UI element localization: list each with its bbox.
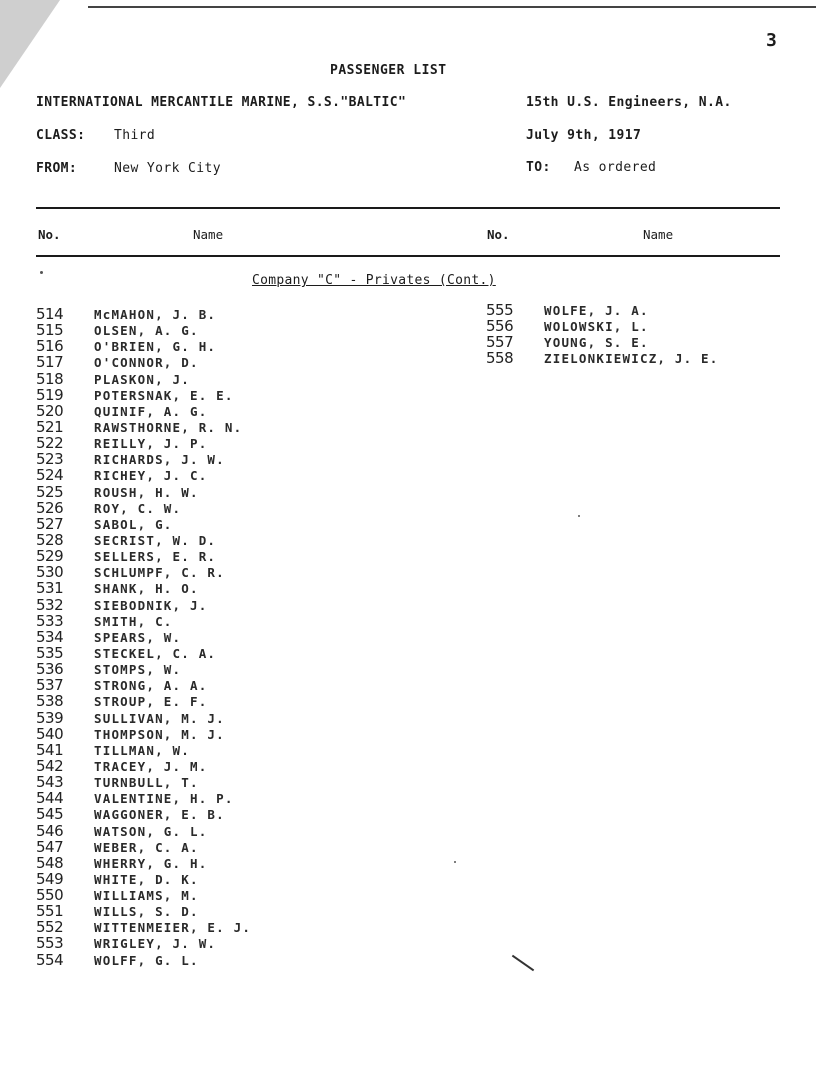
passenger-number: 553 bbox=[36, 934, 64, 953]
passenger-row bbox=[36, 597, 251, 613]
passenger-name: YOUNG, S. E. bbox=[544, 335, 649, 351]
class-label: CLASS: bbox=[36, 128, 86, 143]
passenger-row bbox=[36, 839, 251, 855]
passenger-row bbox=[36, 871, 251, 887]
passenger-row bbox=[36, 790, 251, 806]
passenger-row bbox=[36, 919, 251, 935]
passenger-row bbox=[36, 516, 251, 532]
passenger-name: WOLOWSKI, L. bbox=[544, 319, 649, 335]
passenger-row bbox=[36, 435, 251, 451]
top-edge-line bbox=[88, 6, 816, 8]
passenger-name: WHERRY, G. H. bbox=[94, 855, 208, 871]
passenger-row bbox=[36, 935, 251, 951]
passenger-number: 535 bbox=[36, 643, 64, 662]
from-value: New York City bbox=[114, 161, 221, 176]
passenger-name: STOMPS, W. bbox=[94, 662, 182, 678]
passenger-number: 516 bbox=[36, 337, 64, 356]
passenger-name: VALENTINE, H. P. bbox=[94, 791, 234, 807]
passenger-name: SABOL, G. bbox=[94, 516, 173, 532]
passenger-number: 532 bbox=[36, 595, 64, 614]
passenger-name: SIEBODNIK, J. bbox=[94, 597, 208, 613]
passenger-name: REILLY, J. P. bbox=[94, 436, 208, 452]
passenger-row bbox=[36, 354, 251, 370]
passenger-row bbox=[36, 371, 251, 387]
passenger-number: 527 bbox=[36, 514, 64, 533]
passenger-name: WHITE, D. K. bbox=[94, 871, 199, 887]
passenger-name: ROUSH, H. W. bbox=[94, 484, 199, 500]
passenger-number: 517 bbox=[36, 353, 64, 372]
paper-speck bbox=[40, 271, 43, 274]
passenger-number: 534 bbox=[36, 627, 64, 646]
passenger-name: RAWSTHORNE, R. N. bbox=[94, 419, 243, 435]
passenger-row bbox=[36, 887, 251, 903]
passenger-row bbox=[486, 302, 719, 318]
passenger-name: WOLFE, J. A. bbox=[544, 303, 649, 318]
passenger-row bbox=[36, 677, 251, 693]
passenger-number: 521 bbox=[36, 417, 64, 436]
passenger-number: 529 bbox=[36, 547, 64, 566]
passenger-number: 540 bbox=[36, 724, 64, 743]
passenger-row bbox=[36, 484, 251, 500]
column-header-name-left: Name bbox=[193, 227, 224, 242]
passenger-number: 556 bbox=[486, 317, 514, 336]
passenger-name: STECKEL, C. A. bbox=[94, 645, 217, 661]
pen-mark bbox=[512, 955, 534, 972]
passenger-number: 526 bbox=[36, 498, 64, 517]
passenger-name: WITTENMEIER, E. J. bbox=[94, 920, 252, 936]
passenger-row bbox=[36, 532, 251, 548]
passenger-number: 546 bbox=[36, 821, 64, 840]
passenger-name: SPEARS, W. bbox=[94, 629, 182, 645]
header-rule-top bbox=[36, 207, 780, 209]
passenger-row bbox=[36, 726, 251, 742]
passenger-row bbox=[36, 952, 251, 968]
passenger-name: O'BRIEN, G. H. bbox=[94, 339, 217, 355]
passenger-row bbox=[36, 500, 251, 516]
folded-corner bbox=[0, 0, 60, 88]
passenger-name: TILLMAN, W. bbox=[94, 742, 190, 758]
passenger-row bbox=[36, 322, 251, 338]
passenger-row bbox=[486, 318, 719, 334]
passenger-name: RICHARDS, J. W. bbox=[94, 452, 225, 468]
passenger-row bbox=[36, 403, 251, 419]
passenger-number: 555 bbox=[486, 301, 514, 319]
column-header-no-right: No. bbox=[487, 227, 510, 242]
page-title: PASSENGER LIST bbox=[330, 63, 447, 78]
passenger-name: SCHLUMPF, C. R. bbox=[94, 565, 225, 581]
passenger-name: WRIGLEY, J. W. bbox=[94, 936, 217, 952]
passenger-number: 544 bbox=[36, 789, 64, 808]
passenger-name: SECRIST, W. D. bbox=[94, 532, 217, 548]
passenger-number: 520 bbox=[36, 401, 64, 420]
passenger-row bbox=[36, 419, 251, 435]
class-value: Third bbox=[114, 128, 156, 143]
passenger-name: O'CONNOR, D. bbox=[94, 355, 199, 371]
passenger-number: 525 bbox=[36, 482, 64, 501]
passenger-name: WOLFF, G. L. bbox=[94, 952, 199, 968]
passenger-name: WAGGONER, E. B. bbox=[94, 807, 225, 823]
from-label: FROM: bbox=[36, 161, 78, 176]
passenger-name: SELLERS, E. R. bbox=[94, 549, 217, 565]
passenger-number: 548 bbox=[36, 853, 64, 872]
passenger-row bbox=[36, 774, 251, 790]
passenger-row bbox=[36, 710, 251, 726]
passenger-name: OLSEN, A. G. bbox=[94, 323, 199, 339]
passenger-row bbox=[36, 338, 251, 354]
passenger-name: POTERSNAK, E. E. bbox=[94, 387, 234, 403]
passenger-row bbox=[36, 806, 251, 822]
passenger-row bbox=[36, 580, 251, 596]
passenger-row bbox=[486, 334, 719, 350]
passenger-name: ROY, C. W. bbox=[94, 500, 182, 516]
passenger-name: SHANK, H. O. bbox=[94, 581, 199, 597]
passenger-row bbox=[36, 758, 251, 774]
passenger-number: 557 bbox=[486, 333, 514, 352]
passenger-row bbox=[36, 742, 251, 758]
passenger-number: 537 bbox=[36, 676, 64, 695]
section-title: Company "C" - Privates (Cont.) bbox=[252, 273, 496, 288]
voyage-date: July 9th, 1917 bbox=[526, 128, 642, 143]
passenger-number: 524 bbox=[36, 466, 64, 485]
passenger-number: 514 bbox=[36, 305, 64, 323]
unit-name: 15th U.S. Engineers, N.A. bbox=[526, 95, 732, 110]
passenger-number: 542 bbox=[36, 756, 64, 775]
passenger-row bbox=[36, 564, 251, 580]
passenger-number: 547 bbox=[36, 837, 64, 856]
passenger-name: TRACEY, J. M. bbox=[94, 758, 208, 774]
passenger-number: 519 bbox=[36, 385, 64, 404]
passenger-row bbox=[36, 548, 251, 564]
passenger-row bbox=[36, 629, 251, 645]
passenger-row bbox=[36, 645, 251, 661]
passenger-list-left bbox=[36, 306, 251, 968]
passenger-row bbox=[36, 855, 251, 871]
passenger-number: 549 bbox=[36, 869, 64, 888]
passenger-row bbox=[36, 903, 251, 919]
passenger-name: STROUP, E. F. bbox=[94, 694, 208, 710]
passenger-name: RICHEY, J. C. bbox=[94, 468, 208, 484]
passenger-row bbox=[36, 451, 251, 467]
to-value: As ordered bbox=[574, 160, 657, 175]
passenger-row bbox=[486, 350, 719, 366]
passenger-row bbox=[36, 387, 251, 403]
passenger-number: 550 bbox=[36, 886, 64, 905]
passenger-row bbox=[36, 823, 251, 839]
passenger-number: 551 bbox=[36, 902, 64, 921]
passenger-name: SMITH, C. bbox=[94, 613, 173, 629]
passenger-number: 523 bbox=[36, 450, 64, 469]
passenger-number: 539 bbox=[36, 708, 64, 727]
passenger-row bbox=[36, 467, 251, 483]
passenger-number: 558 bbox=[486, 349, 514, 368]
passenger-name: QUINIF, A. G. bbox=[94, 403, 208, 419]
passenger-name: WILLIAMS, M. bbox=[94, 888, 199, 904]
passenger-name: TURNBULL, T. bbox=[94, 775, 199, 791]
passenger-row bbox=[36, 661, 251, 677]
passenger-number: 536 bbox=[36, 660, 64, 679]
passenger-number: 554 bbox=[36, 950, 64, 969]
passenger-number: 533 bbox=[36, 611, 64, 630]
passenger-number: 552 bbox=[36, 918, 64, 937]
passenger-name: STRONG, A. A. bbox=[94, 678, 208, 694]
passenger-number: 518 bbox=[36, 369, 64, 388]
passenger-name: THOMPSON, M. J. bbox=[94, 726, 225, 742]
passenger-name: McMAHON, J. B. bbox=[94, 307, 217, 322]
ship-name: INTERNATIONAL MERCANTILE MARINE, S.S."BALTIC" bbox=[36, 95, 407, 110]
passenger-row bbox=[36, 693, 251, 709]
column-header-no-left: No. bbox=[38, 227, 61, 242]
passenger-row bbox=[36, 613, 251, 629]
passenger-number: 538 bbox=[36, 692, 64, 711]
passenger-name: PLASKON, J. bbox=[94, 371, 190, 387]
passenger-number: 543 bbox=[36, 773, 64, 792]
page-number: 3 bbox=[766, 30, 777, 51]
passenger-name: WATSON, G. L. bbox=[94, 823, 208, 839]
passenger-number: 541 bbox=[36, 740, 64, 759]
passenger-number: 531 bbox=[36, 579, 64, 598]
passenger-name: WILLS, S. D. bbox=[94, 904, 199, 920]
paper-speck bbox=[454, 861, 456, 863]
passenger-number: 528 bbox=[36, 530, 64, 549]
passenger-number: 522 bbox=[36, 434, 64, 453]
passenger-number: 530 bbox=[36, 563, 64, 582]
to-label: TO: bbox=[526, 160, 551, 175]
passenger-number: 545 bbox=[36, 805, 64, 824]
column-header-name-right: Name bbox=[643, 227, 674, 242]
passenger-number: 515 bbox=[36, 321, 64, 340]
passenger-name: SULLIVAN, M. J. bbox=[94, 710, 225, 726]
passenger-row bbox=[36, 306, 251, 322]
passenger-name: ZIELONKIEWICZ, J. E. bbox=[544, 351, 719, 367]
header-rule-bottom bbox=[36, 255, 780, 257]
paper-speck bbox=[578, 515, 580, 517]
passenger-list-right bbox=[486, 302, 719, 367]
passenger-name: WEBER, C. A. bbox=[94, 839, 199, 855]
